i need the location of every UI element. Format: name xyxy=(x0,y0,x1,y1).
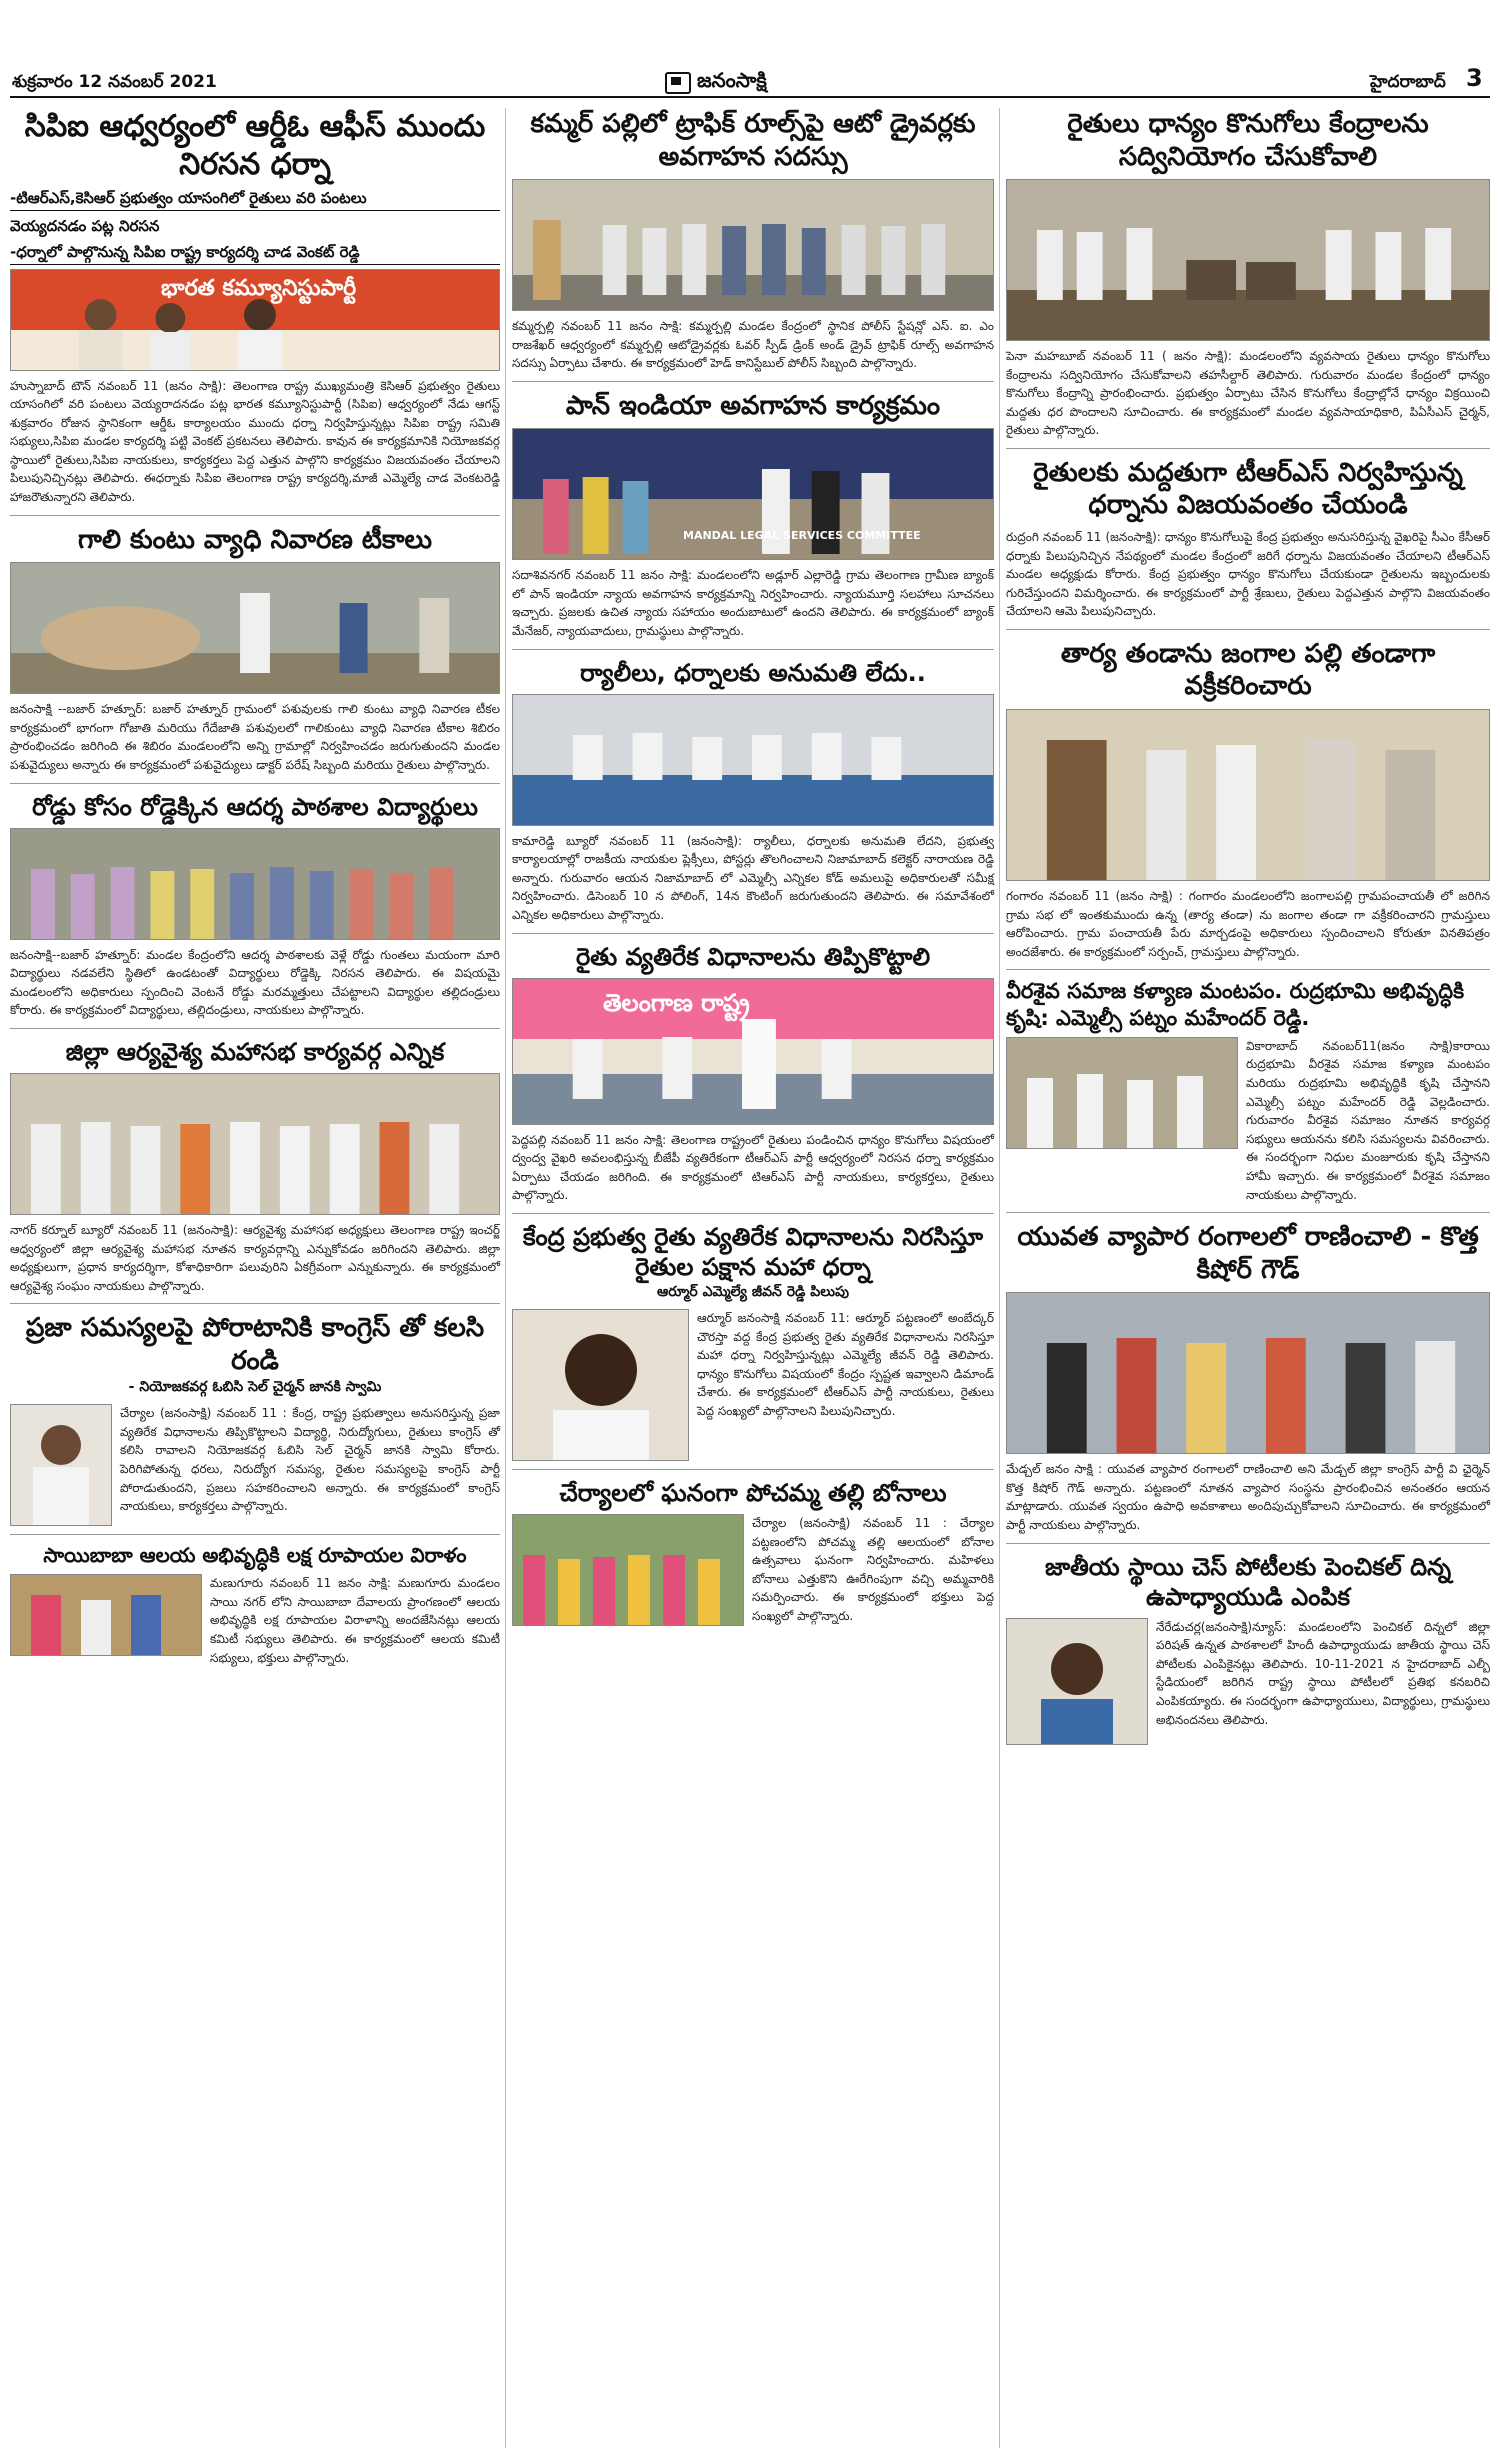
edition-city: హైదరాబాద్ xyxy=(1370,72,1446,92)
headline: రోడ్డు కోసం రోడ్డెక్కిన ఆదర్శ పాఠశాల విద్యార్థులు xyxy=(32,792,478,821)
article-body: మణుగూరు నవంబర్ 11 జనం సాక్షి: మణుగూరు మండలం సాయి నగర్ లోని సాయిబాబా దేవాలయ ప్రాంగణంలో ఆలయ అభివృద్ధికి లక్ష రూపాయల విరాళాన్ని అందజేసినట్లు ఆలయ కమిటీ సభ్యులు తెలిపారు. ఈ కార్యక్రమంలో ఆలయ కమిటీ సభ్యులు, భక్తులు పాల్గొన్నారు. xyxy=(210,1576,500,1665)
article-body: చేర్యాల (జనంసాక్షి) నవంబర్ 11 : కేంద్ర, రాష్ట్ర ప్రభుత్వాలు అనుసరిస్తున్న ప్రజా వ్యతిరేక విధానాలను తిప్పికొట్టాలని విద్యార్థి, నిరుద్యోగులు, రైతులు కాంగ్రెస్ తో కలిసి రావాలని నియోజకవర్గ ఓబిసి సెల్ చైర్మన్ జానకి స్వామి కోరారు. పెరిగిపోతున్న ధరలు, నిరుద్యోగ సమస్య, రైతుల సమస్యలపై కాంగ్రెస్ పార్టీ పోరాడుతుందని, ప్రజలు సహకరించాలని అన్నారు. ఈ కార్యక్రమంలో కాంగ్రెస్ నాయకులు, కార్యకర్తలు పాల్గొన్నారు. xyxy=(120,1406,500,1514)
headline: పాన్ ఇండియా అవగాహన కార్యక్రమం xyxy=(565,390,941,421)
divider xyxy=(1006,969,1490,970)
headline: ప్రజా సమస్యలపై పోరాటానికి కాంగ్రెస్ తో కలసి రండి xyxy=(25,1313,485,1376)
news-photo xyxy=(10,1073,500,1215)
news-photo xyxy=(10,269,500,371)
article-body: చేర్యాల (జనంసాక్షి) నవంబర్ 11 : చేర్యాల పట్టణంలోని పోచమ్మ తల్లి ఆలయంలో బోనాల ఉత్సవాలు ఘనంగా నిర్వహించారు. మహిళలు బోనాలు ఎత్తుకొని ఊరేగింపుగా వచ్చి అమ్మవారికి సమర్పించారు. ఈ కార్యక్రమంలో భక్తులు పెద్ద సంఖ్యలో పాల్గొన్నారు. xyxy=(752,1516,994,1623)
headline: జాతీయ స్థాయి చెస్ పోటీలకు పెంచికల్ దిన్న ఉపాధ్యాయుడి ఎంపిక xyxy=(1044,1552,1452,1611)
headline: రైతు వ్యతిరేక విధానాలను తిప్పికొట్టాలి xyxy=(575,942,931,971)
portrait-photo xyxy=(512,1309,689,1461)
article-body: మేడ్చల్ జనం సాక్షి : యువత వ్యాపార రంగాలలో రాణించాలి అని మేడ్చల్ జిల్లా కాంగ్రెస్ పార్టీ వి ఛైర్మెన్ కొత్త కిషోర్ గౌడ్ అన్నారు. పట్టణంలో నూతన వ్యాపార సంస్థను ప్రారంభించిన అనంతరం ఆయన మాట్లాడారు. యువత స్వయం ఉపాధి అవకాశాలు అందిపుచ్చుకోవాలని సూచించారు. ఈ కార్యక్రమంలో పార్టీ నాయకులు పాల్గొన్నారు. xyxy=(1006,1462,1490,1532)
news-photo xyxy=(512,978,994,1125)
article-no-rallies xyxy=(512,658,994,925)
paper-logo xyxy=(665,68,767,97)
divider xyxy=(10,1303,500,1304)
subheadline: -ధర్నాలో పాల్గొనున్న సిపిఐ రాష్ట్ర కార్యదర్శి చాడ వెంకట్ రెడ్డి xyxy=(10,241,500,265)
article-body: హుస్నాబాద్ టౌన్ నవంబర్ 11 (జనం సాక్షి): తెలంగాణ రాష్ట్ర ముఖ్యమంత్రి కెసిఆర్ ప్రభుత్వం రైతులు యాసంగిలో వరి పంటలు వెయ్యరాదనడం పట్ల భారత కమ్యూనిస్టుపార్టీ (సిపిఐ) ఆధ్వర్యంలో నేడు ఆగస్ట్ శుక్రవారం రోజున స్థానికంగా ఆర్డీఓ కార్యాలయం ముందు ధర్నా నిర్వహిస్తున్నట్లు సిపిఐ రాష్ట్ర సమితి సభ్యులు,సిపిఐ మండల కార్యదర్శి పట్టి వెంకట్ ప్రకటనలు తెలిపారు. కావున ఈ కార్యక్రమానికి నియోజకవర్గ స్థాయిలో రైతులు,సిపిఐ నాయకులు, కార్యకర్తలు పెద్ద ఎత్తున పాల్గొని కార్యక్రమం విజయవంతం చేయాలని పిలుపునిచ్చినట్లు తెలిపారు. ఈధర్నాకు సిపిఐ తెలంగాణ రాష్ట్ర కార్యదర్శి,మాజీ ఎమ్మెల్యే చాడ వెంకటరెడ్డి హాజరౌతున్నారని తెలిపారు. xyxy=(10,378,500,505)
article-chess xyxy=(1006,1552,1490,1745)
article-body: పెనా మహబూబ్ నవంబర్ 11 ( జనం సాక్షి): మండలంలోని వ్యవసాయ రైతులు ధాన్యం కొనుగోలు కేంద్రాలను సద్వినియోగం చేసుకోవాలని తహసీల్దార్ తెలిపారు. గురువారం మండల కేంద్రంలో ధాన్యం కొనుగోలు కేంద్రాన్ని ప్రారంభించారు. ప్రభుత్వం ఏర్పాటు చేసిన కొనుగోలు కేంద్రాల్లోనే ధాన్యం విక్రయించి మద్దతు ధర పొందాలని సూచించారు. ఈ కార్యక్రమంలో మండల వ్యవసాయాధికారి, పిఏసీఎస్ చైర్మన్, రైతులు పాల్గొన్నారు. xyxy=(1006,349,1490,438)
headline: సిపిఐ ఆధ్వర్యంలో ఆర్డీఓ ఆఫీస్ ముందు నిరసన ధర్నా xyxy=(24,109,486,182)
divider xyxy=(10,1534,500,1535)
headline: కమ్మర్ పల్లిలో ట్రాఫిక్ రూల్స్‌పై ఆటో డ్రైవర్లకు అవగాహన సదస్సు xyxy=(530,109,976,172)
divider xyxy=(10,1028,500,1029)
article-pan-india xyxy=(512,390,994,641)
divider xyxy=(512,1469,994,1470)
article-bonalu xyxy=(512,1478,994,1626)
article-body: కామారెడ్డి బ్యూరో నవంబర్ 11 (జనంసాక్షి): ర్యాలీలు, ధర్నాలకు అనుమతి లేదని, ప్రభుత్వ కార్యాలయాల్లో రాజకీయ నాయకుల ప్లెక్సీలు, పోస్టర్లు తొలగించాలని నిజామాబాద్ కలెక్టర్ నారాయణ రెడ్డి అన్నారు. గురువారం ఆయన నిజామాబాద్ లో ఎమ్మెల్సీ ఎన్నికల కోడ్ అమలుపై అధికారులతో సమీక్ష నిర్వహించారు. డిసెంబర్ 10 న పోలింగ్, 14న కౌంటింగ్ జరుగుతుందని తెలిపారు. ఈ సమావేశంలో ఎన్నికల అధికారులు పాల్గొన్నారు. xyxy=(512,833,994,923)
headline: వీరశైవ సమాజ కళ్యాణ మంటపం. రుద్రభూమి అభివృద్ధికి కృషి: ఎమ్మెల్సీ పట్నం మహేందర్ రెడ్డి. xyxy=(1006,979,1465,1030)
article-body: పెద్దపల్లి నవంబర్ 11 జనం సాక్షి: తెలంగాణ రాష్ట్రంలో రైతులు పండించిన ధాన్యం కొనుగోలు విషయంలో ద్వంద్వ వైఖరి అవలంభిస్తున్న బీజేపీ వ్యతిరేకంగా టీఆర్ఎస్ పార్టీ ఆధ్వర్యంలో నిరసన ధర్నా కార్యక్రమం ఏర్పాటు చేయడం జరిగింది. ఈ కార్యక్రమంలో టిఆర్ఎస్ పార్టీ నాయకులు, కార్యకర్తలు, రైతులు పాల్గొన్నారు. xyxy=(512,1132,994,1203)
portrait-photo xyxy=(1006,1618,1148,1745)
column-1 xyxy=(10,108,500,1667)
article-grain-centres xyxy=(1006,108,1490,440)
article-body: కమ్మర్పల్లి నవంబర్ 11 జనం సాక్షి: కమ్మర్పల్లి మండల కేంద్రంలో స్థానిక పోలీస్ స్టేషన్లో ఎస్. ఐ. ఎం రాజశేఖర్ ఆధ్వర్యంలో కమ్మర్పల్లి ఆటోడ్రైవర్లకు ఓవర్ స్పీడ్ డ్రింక్ అండ్ డ్రైవ్ ట్రాఫిక్ రూల్స్ అవగాహన సదస్సు ఏర్పాటు చేశారు. ఈ కార్యక్రమంలో హెడ్ కానిస్టేబుల్ పోలీస్ సిబ్బంది పాల్గొన్నారు. xyxy=(512,319,994,371)
paper-name: జనంసాక్షి xyxy=(697,68,767,92)
page-number: 3 xyxy=(1466,64,1483,92)
issue-date: శుక్రవారం 12 నవంబర్ 2021 xyxy=(12,72,217,92)
banner-text: MANDAL LEGAL SERVICES COMMITTEE xyxy=(683,529,921,543)
article-body: నేరేడుచర్ల(జనంసాక్షి)న్యూస్: మండలంలోని పెంచికల్ దిన్నలో జిల్లా పరిషత్ ఉన్నత పాఠశాలలో హిందీ ఉపాధ్యాయుడు జాతీయ స్థాయి చెస్ పోటీలకు ఎంపికైనట్లు తెలిపారు. 10-11-2021 న హైదరాబాద్ ఎల్బీ స్టేడియంలో జరిగిన రాష్ట్ర స్థాయి పోటీలలో ప్రతిభ కనబరిచి ఎంపికయ్యారు. ఈ సందర్భంగా ఉపాధ్యాయులు, విద్యార్థులు, గ్రామస్థులు అభినందనలు తెలిపారు. xyxy=(1156,1619,1490,1727)
column-3 xyxy=(1006,108,1490,1745)
divider xyxy=(512,1213,994,1214)
headline: చేర్యాలలో ఘనంగా పోచమ్మ తల్లి బోనాలు xyxy=(559,1479,947,1507)
article-saibaba xyxy=(10,1543,500,1667)
article-trs-dharna xyxy=(1006,457,1490,621)
divider xyxy=(512,649,994,650)
news-photo xyxy=(10,1574,202,1656)
headline: గాలి కుంటు వ్యాధి నివారణ టీకాలు xyxy=(78,524,432,555)
article-veerashaiva xyxy=(1006,978,1490,1204)
byline: ఆర్మూర్ ఎమ్మెల్యే జీవన్ రెడ్డి పిలుపు xyxy=(657,1284,849,1300)
article-anti-farmer-policies xyxy=(512,942,994,1205)
divider xyxy=(512,933,994,934)
news-photo xyxy=(1006,1292,1490,1454)
headline: తార్య తండాను జంగాల పల్లి తండాగా వక్రీకరించారు xyxy=(1060,638,1436,702)
news-photo xyxy=(512,428,994,560)
column-divider xyxy=(505,108,506,2448)
divider xyxy=(1006,448,1490,449)
article-traffic-rules xyxy=(512,108,994,373)
headline: రైతులకు మద్దతుగా టీఆర్ఎస్ నిర్వహిస్తున్న ధర్నాను విజయవంతం చేయండి xyxy=(1033,457,1463,521)
article-thanda-name xyxy=(1006,638,1490,961)
divider xyxy=(1006,1543,1490,1544)
subheadline: - నియోజకవర్గ ఓబిసి సెల్ చైర్మన్ జానకి స్వామి xyxy=(128,1379,382,1396)
headline: కేంద్ర ప్రభుత్వ రైతు వ్యతిరేక విధానాలను నిరసిస్తూ రైతుల పక్షాన మహా ధర్నా xyxy=(522,1223,984,1281)
banner-text: భారత కమ్యూనిస్టుపార్టీ xyxy=(161,275,357,301)
article-body: రుద్రంగి నవంబర్ 11 (జనంసాక్షి): ధాన్యం కొనుగోలుపై కేంద్ర ప్రభుత్వం అనుసరిస్తున్న వైఖరిపై సీఎం కేసీఆర్ ధర్నాకు పిలుపునిచ్చిన నేపథ్యంలో మండల కేంద్రంలో జరిగే ధర్నాను విజయవంతం చేయాలని టీఆర్ఎస్ మండల అధ్యక్షుడు కోరారు. కేంద్ర ప్రభుత్వం ధాన్యం కొనుగోలు చేయకుండా రైతులను ఇబ్బందులకు గురిచేస్తుందని విమర్శించారు. ఈ కార్యక్రమంలో పార్టీ శ్రేణులు, రైతులు పెద్దఎత్తున పాల్గొని విజయవంతం చేయాలని ఆమె పిలుపునిచ్చారు. xyxy=(1006,529,1490,619)
divider xyxy=(10,783,500,784)
headline: యువత వ్యాపార రంగాలలో రాణించాలి - కొత్త కిషోర్ గౌడ్ xyxy=(1017,1222,1479,1285)
divider xyxy=(1006,1212,1490,1213)
banner-text: తెలంగాణ రాష్ట్ర xyxy=(603,988,750,1017)
article-body: గంగారం నవంబర్ 11 (జనం సాక్షి) : గంగారం మండలంలోని జంగాలపల్లి గ్రామపంచాయతీ లో జరిగిన గ్రామ సభ లో ఇంతకుముందు ఉన్న (తార్య తండా) ను జంగాల తండా గా వక్రీకరించారని గ్రామస్తులు ఆరోపించారు. గ్రామ పంచాయతీ పేరు మార్చడంపై అధికారులు స్పందించాలని కోరుతూ వినతిపత్రం అందజేశారు. ఈ కార్యక్రమంలో సర్పంచ్, గ్రామస్తులు పాల్గొన్నారు. xyxy=(1006,888,1490,959)
headline: రైతులు ధాన్యం కొనుగోలు కేంద్రాలను సద్వినియోగం చేసుకోవాలి xyxy=(1067,109,1429,172)
news-photo xyxy=(10,562,500,694)
divider xyxy=(512,381,994,382)
news-photo xyxy=(1006,1037,1238,1149)
article-maha-dharna xyxy=(512,1222,994,1461)
headline: ర్యాలీలు, ధర్నాలకు అనుమతి లేదు.. xyxy=(580,658,926,687)
article-body: జనంసాక్షి --బజార్ హత్నూర్: బజార్ హత్నూర్ గ్రామంలో పశువులకు గాలి కుంటు వ్యాధి నివారణ టీకల కార్యక్రమంలో భాగంగా గోజాతి మరియు గేదేజాతి పశువులలో గాలికుంటు వ్యాధి నివారణ టీకాల శిబిరం ప్రారంభించడం జరిగింది ఈ శిబిరం మండలంలోని అన్ని గ్రామాల్లో నిర్వహించడం జరుగుతుందని మండల పశువైద్యులు అన్నారు ఈ కార్యక్రమంలో పశువైద్యులు డాక్టర్ పరేష్ సిబ్బంది మరియు రైతులు పాల్గొన్నారు. xyxy=(10,702,500,772)
column-2 xyxy=(512,108,994,1626)
news-photo xyxy=(512,179,994,311)
subheadline: వెయ్యదనడం పట్ల నిరసన xyxy=(10,216,160,235)
article-vaccination xyxy=(10,524,500,775)
article-youth-business xyxy=(1006,1221,1490,1534)
logo-icon xyxy=(665,72,691,94)
news-photo xyxy=(512,694,994,826)
article-body: వికారాబాద్ నవంబర్11(జనం సాక్షి)కారాయి రుద్రభూమి వీరశైవ సమాజ కళ్యాణ మంటపం మరియు రుద్రభూమి అభివృద్ధికి కృషి చేస్తానని ఎమ్మెల్సీ పట్నం మహేందర్ రెడ్డి వెల్లడించారు. గురువారం వీరశైవ సమాజం నూతన కార్యవర్గ సభ్యులు ఆయనను కలిసి సమస్యలను వివరించారు. ఈ సందర్భంగా నిధుల మంజూరుకు కృషి చేస్తానని హామీ ఇచ్చారు. ఈ కార్యక్రమంలో వీరశైవ సమాజం నాయకులు పాల్గొన్నారు. xyxy=(1246,1038,1490,1202)
article-body: సదాశివనగర్ నవంబర్ 11 జనం సాక్షి: మండలంలోని అడ్లూర్ ఎల్లారెడ్డి గ్రామ తెలంగాణ గ్రామీణ బ్యాంక్ లో పాన్ ఇండియా న్యాయ అవగాహన కార్యక్రమాన్ని నిర్వహించారు. న్యాయమూర్తి సలహాలు సూచనలు ఇచ్చారు. ప్రజలకు ఉచిత న్యాయ సహాయం అందుబాటులో ఉందని తెలిపారు. ఈ కార్యక్రమంలో బ్యాంక్ మేనేజర్, న్యాయవాదులు, గ్రామస్థులు పాల్గొన్నారు. xyxy=(512,568,994,639)
headline: జిల్లా ఆర్యవైశ్య మహాసభ కార్యవర్గ ఎన్నిక xyxy=(65,1037,445,1066)
masthead-rule xyxy=(10,96,1490,98)
news-photo xyxy=(1006,709,1490,881)
portrait-photo xyxy=(10,1404,112,1526)
article-body: నాగర్ కర్నూల్ బ్యూరో నవంబర్ 11 (జనంసాక్షి): ఆర్యవైశ్య మహాసభ అధ్యక్షులు తెలంగాణ రాష్ట్ర ఇంచర్జ్ ఆధ్వర్యంలో జిల్లా ఆర్యవైశ్య మహాసభ నూతన కార్యవర్గాన్ని ఎన్నుకోవడం జరిగిందని తెలిపారు. జిల్లా అధ్యక్షులుగా, ప్రధాన కార్యదర్శిగా, కోశాధికారిగా పలువురిని ఏకగ్రీవంగా ఎన్నుకున్నారు. ఈ కార్యక్రమంలో ఆర్యవైశ్య సంఘం నాయకులు పాల్గొన్నారు. xyxy=(10,1222,500,1293)
subheadline: -టిఆర్ఎస్,కెసిఆర్ ప్రభుత్వం యాసంగిలో రైతులు వరి పంటలు xyxy=(10,187,500,211)
article-congress xyxy=(10,1312,500,1526)
article-arya-vysya xyxy=(10,1037,500,1295)
news-photo xyxy=(1006,179,1490,341)
article-cpi-dharna xyxy=(10,108,500,507)
divider xyxy=(1006,629,1490,630)
news-photo xyxy=(512,1514,744,1626)
article-body: జనంసాక్షి--బజార్ హత్నూర్: మండల కేంద్రంలోని ఆదర్శ పాఠశాలకు వెళ్లే రోడ్డు గుంతలు మయంగా మారి విద్యార్థులు నడవలేని స్థితిలో ఉండటంతో విద్యార్థులు రోడ్డెక్కి నిరసన తెలిపారు. ఈ విషయమై మండలంలోని అధికారులు స్పందించి వెంటనే రోడ్డు మరమ్మత్తులు చేపట్టాలని విద్యార్థుల తల్లిదండ్రులు కోరారు. ఈ కార్యక్రమంలో విద్యార్థులు, తల్లిదండ్రులు, నాయకులు పాల్గొన్నారు. xyxy=(10,947,500,1018)
column-divider xyxy=(999,108,1000,2448)
article-body: ఆర్మూర్ జనంసాక్షి నవంబర్ 11: ఆర్మూర్ పట్టణంలో అంబేద్కర్ చౌరస్తా వద్ద కేంద్ర ప్రభుత్వ రైతు వ్యతిరేక విధానాలను నిరసిస్తూ మహా ధర్నా నిర్వహిస్తున్నట్లు ఎమ్మెల్యే జీవన్ రెడ్డి తెలిపారు. ధాన్యం కొనుగోలు విషయంలో కేంద్రం స్పష్టత ఇవ్వాలని డిమాండ్ చేశారు. ఈ కార్యక్రమంలో టీఆర్ఎస్ పార్టీ నాయకులు, రైతులు పెద్ద సంఖ్యలో పాల్గొనాలని పిలుపునిచ్చారు. xyxy=(697,1311,994,1418)
divider xyxy=(10,515,500,516)
article-students-road xyxy=(10,792,500,1020)
news-photo xyxy=(10,828,500,940)
headline: సాయిబాబా ఆలయ అభివృద్ధికి లక్ష రూపాయల విరాళం xyxy=(43,1543,467,1568)
